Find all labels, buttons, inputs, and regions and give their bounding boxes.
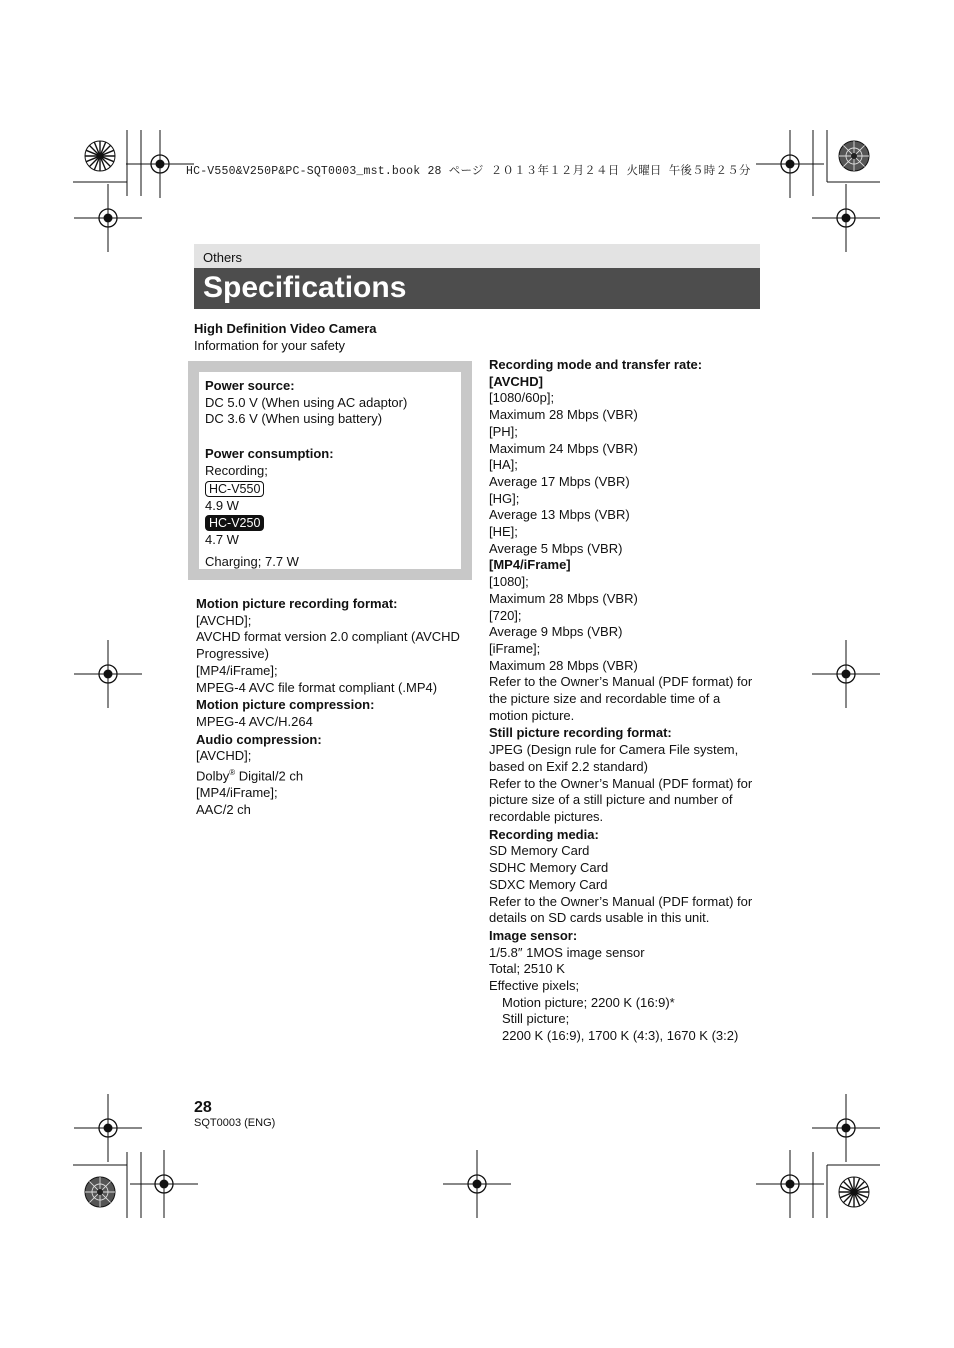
print-header: HC-V550&V250P&PC-SQT0003_mst.book 28 ページ ２０１３年１２月２４日 火曜日 午後５時２５分 [186,165,751,178]
safety-info-box [188,361,472,580]
spec-line: Effective pixels; [489,978,580,994]
spec-line-indented: Motion picture; 2200 K (16:9)* [502,994,675,1010]
spec-line: SDHC Memory Card [489,860,609,876]
spec-line: [HE]; [489,524,518,540]
spec-line: [1080/60p]; [489,390,555,406]
spec-line: [MP4/iFrame]; [196,662,278,678]
spec-line: Refer to the Owner’s Manual (PDF format) for [489,775,753,791]
spec-line-indented: 2200 K (16:9), 1700 K (4:3), 1670 K (3:2) [502,1028,739,1044]
spec-label: Audio compression: [196,731,322,747]
spec-label: Motion picture recording format: [196,596,398,611]
spec-line-indented: Still picture; [502,1011,570,1027]
spec-sublabel: [MP4/iFrame] [489,557,571,573]
model-a-value: 4.9 W [205,497,239,513]
spec-line: [MP4/iFrame]; [196,785,278,801]
registered-mark: ® [229,768,236,778]
spec-label: Still picture recording format: [489,725,672,741]
spec-line: motion picture. [489,707,575,723]
section-band [194,244,760,268]
dolby-text: Dolby [196,768,230,784]
spec-line: Refer to the Owner’s Manual (PDF format) for [489,893,753,909]
spec-line: Average 5 Mbps (VBR) [489,540,623,556]
model-b-value: 4.7 W [205,532,239,548]
spec-sublabel: [AVCHD] [489,373,543,389]
recording-label: Recording; [205,462,268,478]
spec-line: MPEG-4 AVC/H.264 [196,713,313,729]
spec-line: MPEG-4 AVC file format compliant (.MP4) [196,679,438,695]
spec-line: JPEG (Design rule for Camera File system, [489,742,739,758]
dolby-rest-text: Digital/2 ch [235,768,304,784]
spec-line: Average 17 Mbps (VBR) [489,473,630,489]
spec-line: Refer to the Owner’s Manual (PDF format) for [489,674,753,690]
spec-line: [PH]; [489,423,518,439]
power-consumption-label: Power consumption: [205,446,334,462]
spec-line: [AVCHD]; [196,748,252,764]
spec-label: Recording media: [489,826,599,842]
document-code: SQT0003 (ENG) [194,1117,276,1129]
right-spec-column [489,357,759,1045]
power-source-line: DC 3.6 V (When using battery) [205,411,383,427]
left-spec-column [196,596,468,818]
safety-info-content [205,378,407,571]
safety-info-box-inner [199,372,461,569]
spec-line: [iFrame]; [489,640,541,656]
spec-line: [720]; [489,607,522,623]
section-label: Others [203,250,243,265]
spec-line: Maximum 28 Mbps (VBR) [489,407,638,423]
model-badge-hc-v550: HC-V550 [205,481,264,497]
spec-line: Progressive) [196,646,269,662]
dolby-line [196,765,468,785]
spec-line: Average 9 Mbps (VBR) [489,624,623,640]
intro [194,320,377,354]
page-number: 28 [194,1099,212,1116]
title-band [194,268,760,309]
power-source-line: DC 5.0 V (When using AC adaptor) [205,394,408,410]
charging-value: Charging; 7.7 W [205,553,299,569]
spec-line: [HG]; [489,490,520,506]
spec-line: AAC/2 ch [196,801,251,817]
spec-line: SDXC Memory Card [489,876,608,892]
spec-line: based on Exif 2.2 standard) [489,758,648,774]
spec-line: AVCHD format version 2.0 compliant (AVCHD [196,629,460,645]
spec-label: Motion picture compression: [196,697,375,713]
intro-subheading: Information for your safety [194,338,346,353]
spec-line: Maximum 24 Mbps (VBR) [489,440,638,456]
spec-line: the picture size and recordable time of a [489,691,721,707]
spec-line: picture size of a still picture and number of [489,792,733,808]
spec-line: details on SD cards usable in this unit. [489,910,710,926]
spec-line: [HA]; [489,457,518,473]
page-title: Specifications [203,271,407,304]
spec-line: [1080]; [489,574,529,590]
spec-line: recordable pictures. [489,808,604,824]
spec-line: Maximum 28 Mbps (VBR) [489,657,638,673]
spec-line: Maximum 28 Mbps (VBR) [489,590,638,606]
spec-label: Image sensor: [489,927,578,943]
spec-line: Average 13 Mbps (VBR) [489,507,630,523]
spec-line: Total; 2510 K [489,961,565,977]
power-source-label: Power source: [205,378,295,393]
spec-line: SD Memory Card [489,843,590,859]
spec-line: [AVCHD]; [196,612,252,628]
spec-line: 1/5.8″ 1MOS image sensor [489,944,645,960]
model-badge-hc-v250: HC-V250 [205,515,264,531]
spec-label: Recording mode and transfer rate: [489,357,703,372]
intro-heading: High Definition Video Camera [194,321,377,336]
